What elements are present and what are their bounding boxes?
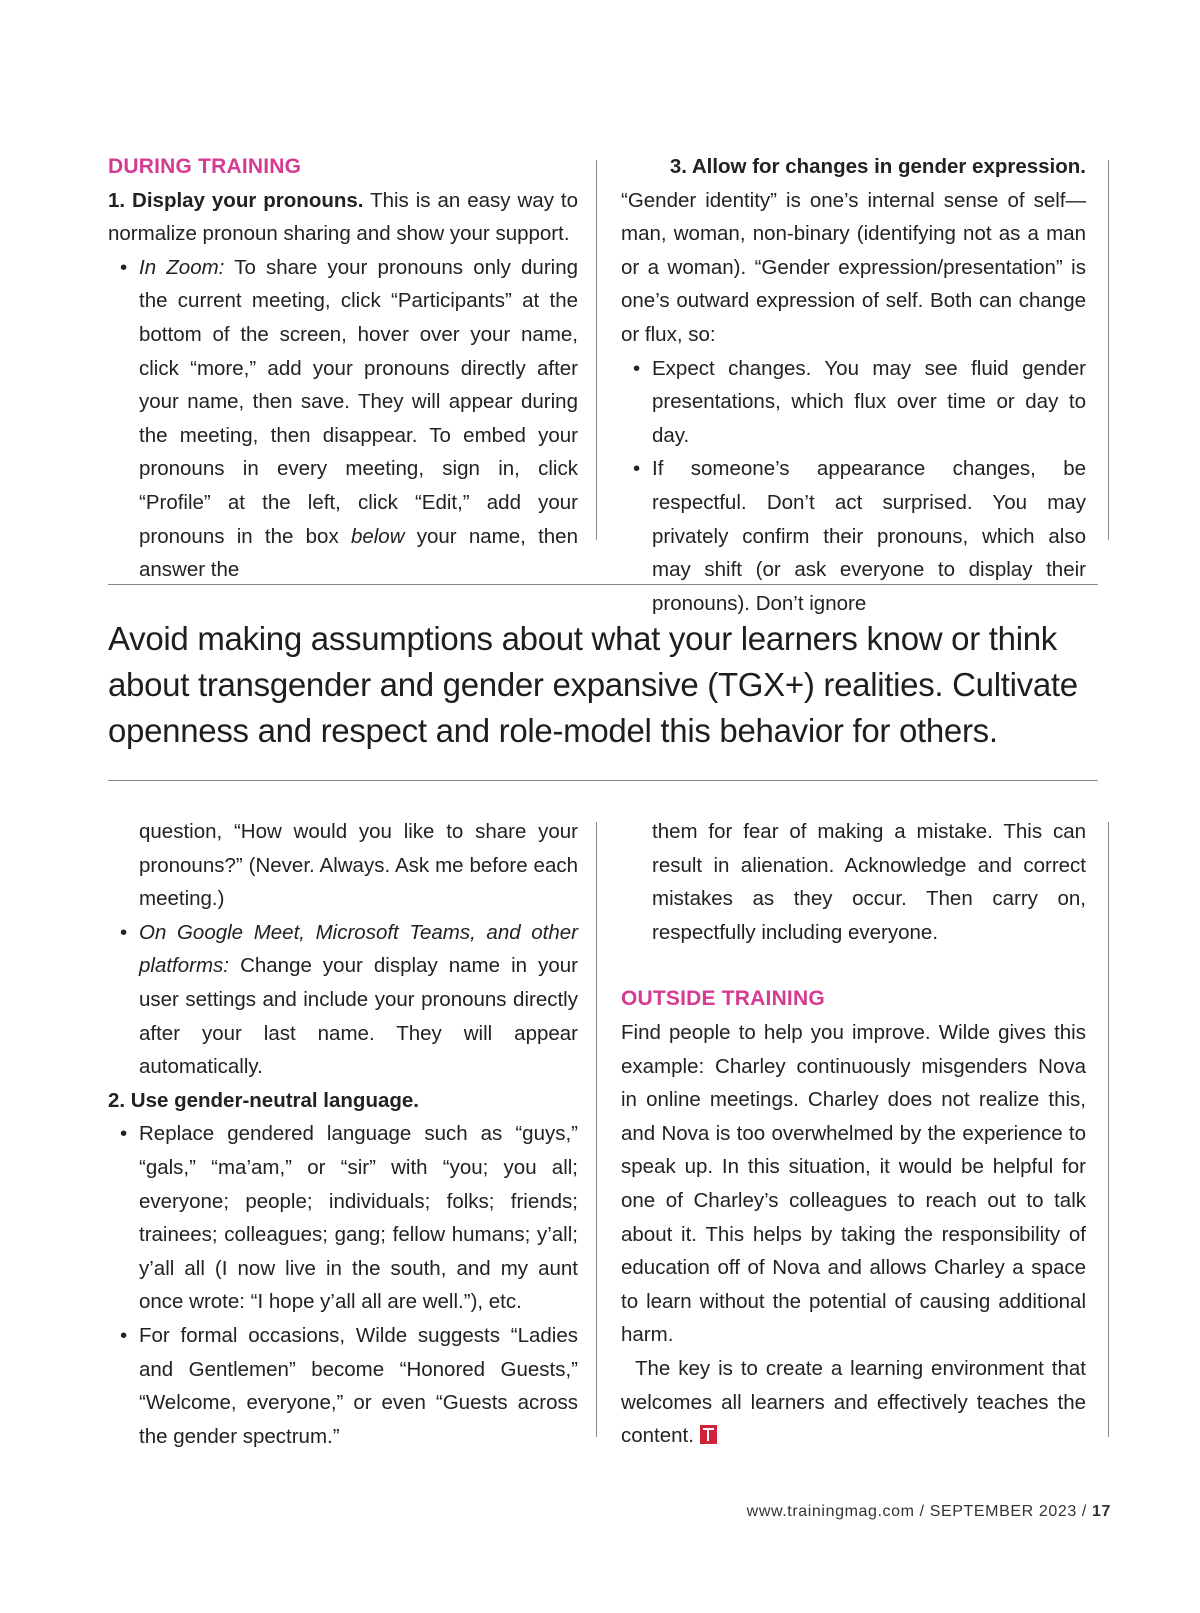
column-divider-top — [596, 160, 597, 540]
footer-url: www.trainingmag.com — [746, 1503, 915, 1520]
paragraph-gender-expression: “Gender identity” is one’s internal sense of self—man, woman, non-binary (identifying not as a man or a woman). “Gender expression/presentation” is one’s outward expression of self. Both can change or flux, so: — [621, 188, 1086, 346]
bullet-zoom-continued: question, “How would you like to share your pronouns?” (Never. Always. Ask me before each meeting.) — [139, 820, 578, 911]
pull-quote: Avoid making assumptions about what your learners know or think about transgender and gender expansive (TGX+) realities. Cultivate openness and respect and role-model this behavior for others. — [108, 620, 1078, 749]
paragraph-display-pronouns: 1. Display your pronouns. This is an easy way to normalize pronoun sharing and show your support. — [108, 188, 578, 246]
training-logo-icon — [700, 1425, 717, 1444]
pull-quote-rule-top — [108, 584, 1098, 585]
page-number: 17 — [1092, 1503, 1111, 1520]
bullet-replace-gendered-language: • Replace gendered language such as “guys,” “gals,” “ma’am,” or “sir” with “you; you all; everyone; people; individuals; folks; friends; trainees; colleagues; gang; fellow humans; y’all; y’all all (I now live in the south, and my aunt once wrote: “I hope y’all all are well.”), etc. — [108, 1117, 578, 1319]
pull-quote-rule-bottom — [108, 780, 1098, 781]
column-divider-right-top — [1108, 160, 1109, 540]
bullet-expect-changes: • Expect changes. You may see fluid gender presentations, which flux over time or day to day. — [621, 352, 1086, 453]
step-title-2: 2. Use gender-neutral language. — [108, 1088, 419, 1112]
bottom-right-column — [621, 815, 1086, 1453]
step-title: 1. Display your pronouns. — [108, 188, 364, 212]
top-left-column — [108, 150, 578, 587]
bullet-appearance-changes: • If someone’s appearance changes, be respectful. Don’t act surprised. You may privately confirm their pronouns, which also may shift (or ask everyone to display their pronouns). Don’t ignore — [621, 452, 1086, 620]
footer-issue: SEPTEMBER 2023 — [929, 1503, 1077, 1520]
paragraph-closing: The key is to create a learning environment that welcomes all learners and effectively teaches the content. — [621, 1356, 1086, 1448]
page-footer: www.trainingmag.com / SEPTEMBER 2023 / 17 — [746, 1503, 1111, 1520]
top-right-column — [621, 150, 1086, 620]
step-title-3: 3. Allow for changes in gender expression. — [669, 155, 1086, 178]
section-heading-outside-training: OUTSIDE TRAINING — [621, 987, 825, 1011]
bullet-other-platforms: • On Google Meet, Microsoft Teams, and other platforms: Change your display name in your user settings and include your pronouns directly after your last name. They will appear automatically. — [108, 916, 578, 1084]
bullet-zoom: • In Zoom: To share your pronouns only during the current meeting, click “Participants” at the bottom of the screen, hover over your name, click “more,” add your pronouns directly after your name, then save. They will appear during the meeting, then disappear. To embed your pronouns in every meeting, sign in, click “Profile” at the left, click “Edit,” add your pronouns in the box below your name, then answer the — [108, 251, 578, 587]
column-divider-bottom — [596, 822, 597, 1437]
section-heading-during-training: DURING TRAINING — [108, 155, 302, 178]
bullet-appearance-continued: them for fear of making a mistake. This can result in alienation. Acknowledge and correct mistakes as they occur. Then carry on, respectfully including everyone. — [652, 820, 1086, 944]
paragraph-find-people: Find people to help you improve. Wilde gives this example: Charley continuously misgenders Nova in online meetings. Charley does not realize this, and Nova is too overwhelmed by the experience to speak up. In this situation, it would be helpful for one of Charley’s colleagues to reach out to talk about it. This helps by taking the responsibility of education off of Nova and allows Charley a space to learn without the potential of causing additional harm. — [621, 1020, 1086, 1347]
bullet-formal-occasions: • For formal occasions, Wilde suggests “Ladies and Gentlemen” become “Honored Guests,” “Welcome, everyone,” or even “Guests across the gender spectrum.” — [108, 1319, 578, 1453]
column-divider-right-bottom — [1108, 822, 1109, 1437]
bottom-left-column — [108, 815, 578, 1453]
